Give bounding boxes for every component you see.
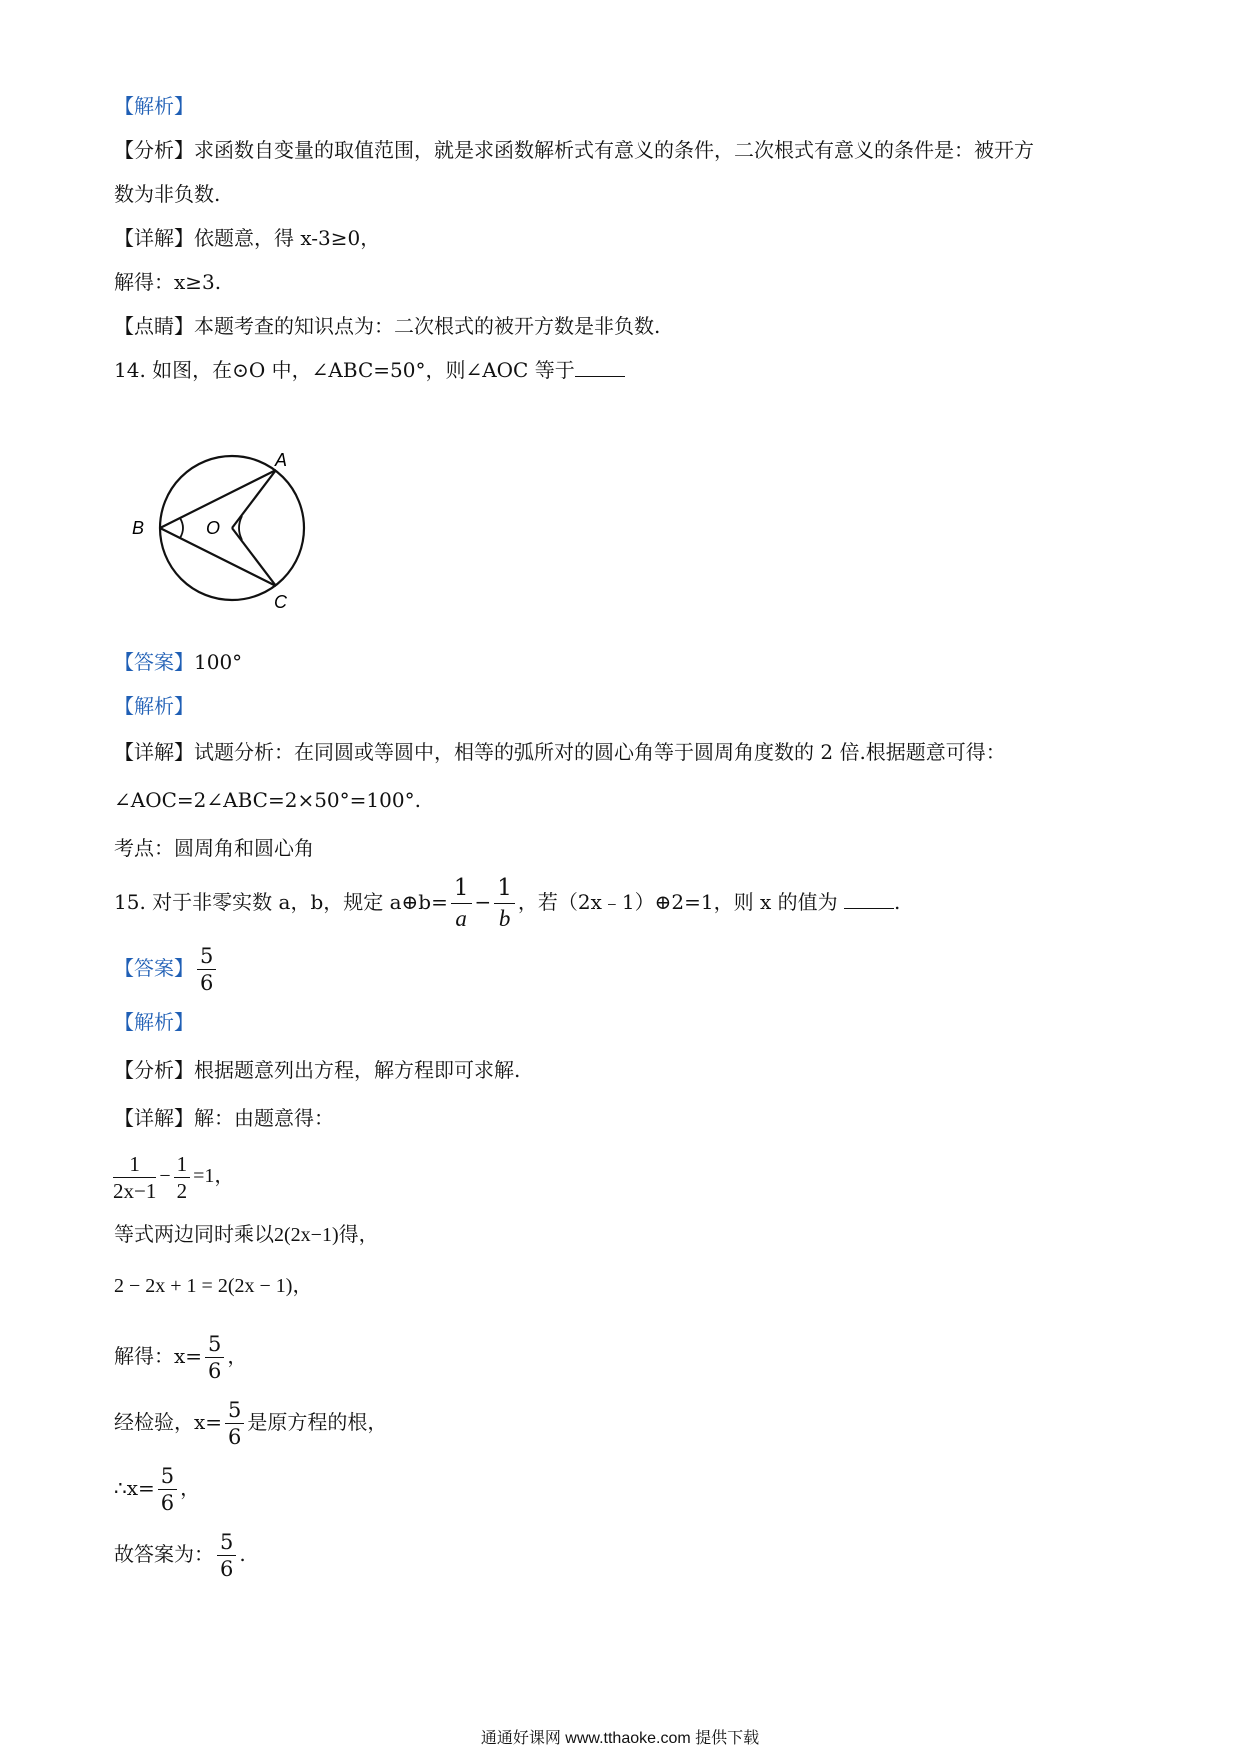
fraction-1-over-2x-1: $\frac{1}{2x-1}$ [113,1151,157,1203]
final-answer-line: 故答案为： $\frac{5}{6}$ . [114,1530,246,1581]
radius-oc [232,528,276,586]
fenxi-paragraph-3: 【分析】根据题意列出方程，解方程即可求解. [114,1058,521,1082]
fraction-5-6-a: $\frac{5}{6}$ [205,1331,224,1384]
label-c: C [274,592,287,612]
xiangjie-paragraph-2-cont: ∠AOC=2∠ABC=2×50°=100°. [114,788,421,812]
label-o: O [206,518,221,538]
check-line: 经检验，x= $\frac{5}{6}$ 是原方程的根， [114,1398,388,1449]
daan-15: 【答案】 $\frac{5}{6}$ [114,938,219,998]
answer-blank-15 [844,890,894,909]
radius-oa [232,470,276,528]
label-b: B [132,518,145,538]
jiexi-heading-3: 【解析】 [114,1010,194,1034]
footer-credit: 通通好课网 www.tthaoke.com 提供下载 [480,1730,760,1747]
fraction-5-6-c: $\frac{5}{6}$ [158,1463,177,1516]
jiexi-heading-1: 【解析】 [114,94,194,118]
therefore-line: ∴x= $\frac{5}{6}$ ， [114,1464,201,1515]
equation-1: $\frac{1}{2x-1}$ − $\frac{1}{2}$ =1， [113,1151,235,1203]
fraction-1-over-b: $\frac{1}{b}$ [494,873,515,934]
fraction-1-over-2: $\frac{1}{2}$ [174,1151,191,1204]
dianjing-paragraph: 【点睛】本题考查的知识点为：二次根式的被开方数是非负数. [114,314,661,338]
label-a: A [275,452,288,470]
angle-mark-b [180,518,183,538]
jiexi-heading-2: 【解析】 [114,694,194,718]
xiangjie-paragraph-2: 【详解】试题分析：在同圆或等圆中，相等的弧所对的圆心角等于圆周角度数的 2 倍.根据题意可得： [114,740,1006,764]
kaodian-line: 考点：圆周角和圆心角 [114,836,314,860]
xiangjie-paragraph-1: 【详解】依题意，得 x-3≥0， [114,226,381,250]
fraction-5-6-d: $\frac{5}{6}$ [217,1529,236,1582]
fraction-answer-5-6: $\frac{5}{6}$ [197,943,216,996]
multiply-line: 等式两边同时乘以2(2x−1)得， [114,1222,379,1246]
circle-figure [128,452,318,612]
answer-blank-14 [575,358,625,377]
jiede-line-3: 解得：x= $\frac{5}{6}$ ， [114,1332,248,1383]
fraction-1-over-a: $\frac{1}{a}$ [451,873,472,934]
equation-2: 2 − 2x + 1 = 2(2x − 1)， [114,1275,313,1297]
fenxi-paragraph-1-cont: 数为非负数. [114,182,221,206]
question-15: 15. 对于非零实数 a，b，规定 a⊕b= $\frac{1}{a}$ − $\frac{1}{b}$ ，若（2x﹣1）⊕2=1，则 x 的值为 . [114,872,900,934]
daan-14: 【答案】100° [114,650,243,674]
jiede-line-1: 解得：x≥3. [114,270,222,294]
question-14: 14. 如图，在⊙O 中，∠ABC=50°，则∠AOC 等于 [114,356,625,384]
fraction-5-6-b: $\frac{5}{6}$ [225,1397,244,1450]
fenxi-paragraph-1: 【分析】求函数自变量的取值范围，就是求函数解析式有意义的条件，二次根式有意义的条件是：被开方 [114,138,1034,162]
xiangjie-paragraph-3: 【详解】解：由题意得： [114,1106,334,1130]
